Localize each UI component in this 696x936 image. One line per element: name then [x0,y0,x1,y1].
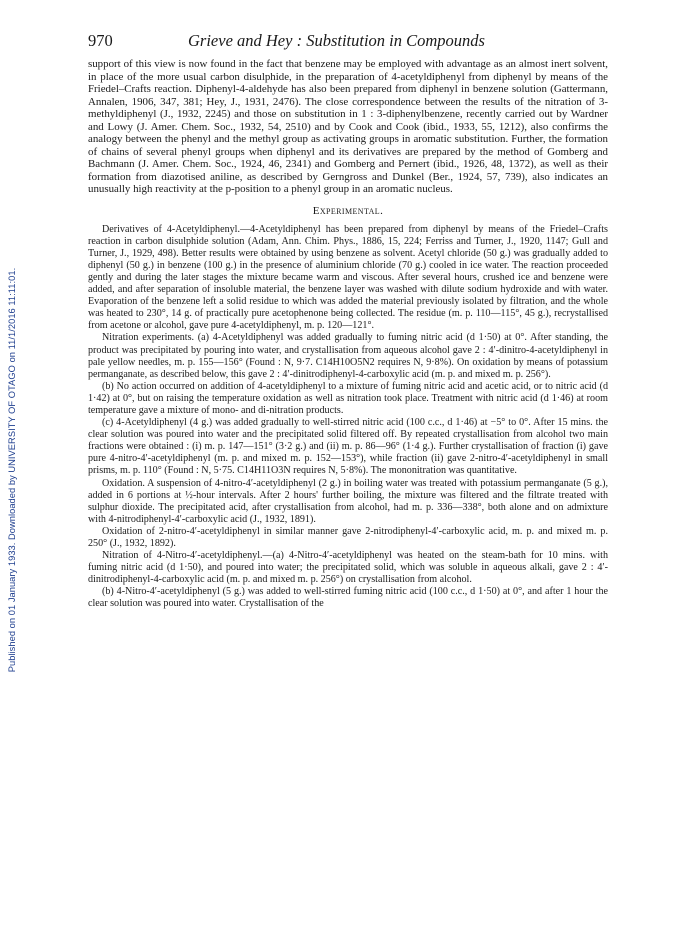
page-number: 970 [88,31,113,50]
section-heading: Experimental. [312,205,384,218]
paragraph-oxidation: Oxidation. A suspension of 4-nitro-4′-acetyldiphenyl (2 g.) in boiling water was treated with potassium permanganate (5 g.), added in 6 portions at ½-hour intervals. After 2 hours' further boiling, the mixture was filtered and the filtrate treated with sulphur dioxide. The precipitated acid, after crystallisation from alcohol, had m. p. 336—338°, both alone and on admixture with 4-nitrodiphenyl-4′-carboxylic acid (J., 1932, 1891). [88,477,608,525]
article-body [88,58,608,611]
running-title: Grieve and Hey : Substitution in Compounds [188,31,485,50]
paragraph-nitration-b: (b) No action occurred on addition of 4-acetyldiphenyl to a mixture of fuming nitric acid and acetic acid, or to nitric acid (d 1·42) at 0°, but on raising the temperature oxidation as well as nitration took place. Treatment with nitric acid (d 1·46) at room temperature gave a mixture of mono- and di-nitration products. [88,380,608,416]
paragraph-oxidation-2: Oxidation of 2-nitro-4′-acetyldiphenyl in similar manner gave 2-nitrodiphenyl-4′-carboxylic acid, m. p. and mixed m. p. 250° (J., 1932, 1892). [88,525,608,549]
experimental-section [88,224,608,611]
download-stamp [6,130,18,810]
paragraph-nitration-c: (c) 4-Acetyldiphenyl (4 g.) was added gradually to well-stirred nitric acid (100 c.c., d 1·46) at −5° to 0°. After 15 mins. the clear solution was poured into water and the precipitated solid filtered off. By repeated crystallisation from alcohol two main fractions were obtained : (i) m. p. 147—151° (3·2 g.) and (ii) m. p. 86—96° (1·4 g.). Further crystallisation of fraction (i) gave pure 4-nitro-4′-acetyldiphenyl (m. p. and mixed m. p. 152—153°), while fraction (ii) gave 2-nitro-4′-acetyldiphenyl in small prisms, m. p. 110° (Found : N, 5·75. C14H11O3N requires N, 5·8%). The mononitration was quantitative. [88,417,608,477]
download-stamp-text: Published on 01 January 1933. Downloaded by UNIVERSITY OF OTAGO on 11/1/2016 11:11:01. [7,267,18,673]
page-header [88,31,608,53]
paragraph-nitration-nitro-a: Nitration of 4-Nitro-4′-acetyldiphenyl.—(a) 4-Nitro-4′-acetyldiphenyl was heated on the steam-bath for 10 mins. with fuming nitric acid (d 1·50), and poured into water; the precipitated solid, which was soluble in aqueous alkali, gave 2 : 4′-dinitrodiphenyl-4-carboxylic acid (m. p. and mixed m. p. 256°) on crystallisation from alcohol. [88,550,608,586]
paragraph-derivatives: Derivatives of 4-Acetyldiphenyl.—4-Acetyldiphenyl has been prepared from diphenyl by means of the Friedel–Crafts reaction in carbon disulphide solution (Adam, Ann. Chim. Phys., 1886, 15, 224; Ferriss and Turner, J., 1920, 1147; Gull and Turner, J., 1929, 498). Better results were obtained by using benzene as solvent. Acetyl chloride (50 g.) was gradually added to diphenyl (50 g.) in benzene (100 g.) in the presence of aluminium chloride (70 g.) cooled in ice water. The reaction proceeded gently and during the later stages the mixture became warm and viscous. After several hours, crushed ice and benzene were added, and after separation of insoluble material, the benzene layer was washed with dilute sodium hydroxide and with water. Evaporation of the benzene left a solid residue to which was added the material previously isolated by filtration, and the whole was heated to 230°, 14 g. of practically pure acetophenone being collected. The residue (m. p. 110—115°, 45 g.), recrystallised from acetone or alcohol, gave pure 4-acetyldiphenyl, m. p. 120—121°. [88,223,608,332]
paragraph-nitration-a: Nitration experiments. (a) 4-Acetyldiphenyl was added gradually to fuming nitric acid (d 1·50) at 0°. After standing, the product was precipitated by pouring into water, and crystallisation from aqueous alcohol gave 2 : 4′-dinitro-4-acetyldiphenyl in pale yellow needles, m. p. 155—156° (Found : N, 9·7. C14H10O5N2 requires N, 9·8%). On oxidation by means of potassium permanganate, as described below, this gave 2 : 4′-dinitrodiphenyl-4-carboxylic acid (m. p. and mixed m. p. 256°). [88,332,608,380]
intro-paragraph: support of this view is now found in the fact that benzene may be employed with advantage as an almost inert solvent, in place of the more usual carbon disulphide, in the preparation of 4-acetyldiphenyl from diphenyl by means of the Friedel–Crafts reaction. Diphenyl-4-aldehyde has also been prepared from diphenyl in benzene solution (Gattermann, Annalen, 1906, 347, 381; Hey, J., 1931, 2476). The close correspondence between the results of the nitration of 3-methyldiphenyl (J., 1932, 2245) and those on substitution in 1 : 3-diphenylbenzene, recently carried out by Wardner and Lowy (J. Amer. Chem. Soc., 1932, 54, 2510) and by Cook and Cook (ibid., 1933, 55, 1212), also confirms the analogy between the phenyl and the methyl group as activating groups in aromatic substitution. Further, the formation of chains of several phenyl groups when diphenyl and its derivatives are prepared by the method of Gomberg and Bachmann (J. Amer. Chem. Soc., 1924, 46, 2341) and Gomberg and Pernert (ibid., 1926, 48, 1372), as well as their formation from diazotised aniline, as described by Gerngross and Dunkel (Ber., 1924, 57, 739), also indicates an unusually high reactivity at the p-position to a phenyl group in an aromatic nucleus. [88,58,608,196]
paragraph-nitration-nitro-b: (b) 4-Nitro-4′-acetyldiphenyl (5 g.) was added to well-stirred fuming nitric acid (100 c.c., d 1·50) at 0°, and after 1 hour the clear solution was poured into water. Crystallisation of the [88,586,608,610]
